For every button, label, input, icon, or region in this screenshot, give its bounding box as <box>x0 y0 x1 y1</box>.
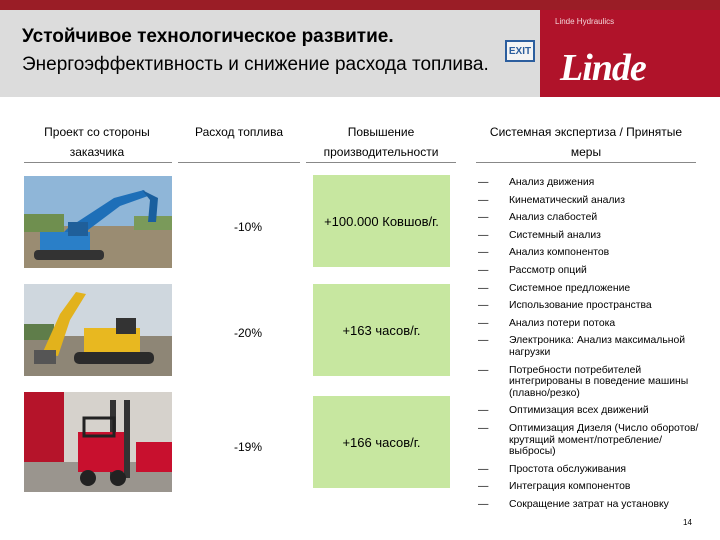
dash-marker: — <box>478 498 489 510</box>
fuel-value-row-2: -20% <box>233 326 262 340</box>
productivity-box-row-2 <box>313 284 450 376</box>
logo-wordmark: Linde <box>560 47 646 89</box>
list-item <box>478 481 708 493</box>
column-rule-fuel <box>178 162 300 163</box>
slide-title: Устойчивое технологическое развитие. <box>22 26 394 47</box>
list-item <box>478 230 708 242</box>
list-item <box>478 318 708 330</box>
list-item-text: Рассмотр опций <box>509 264 587 276</box>
dash-marker: — <box>478 282 489 294</box>
list-item <box>478 300 708 312</box>
list-item-text: Анализ движения <box>509 177 595 188</box>
productivity-box-row-1 <box>313 175 450 267</box>
column-header-project: Проект со стороны заказчика <box>44 125 150 159</box>
header-accent-bar <box>0 0 720 10</box>
forklift-red-image <box>24 392 172 492</box>
column-header-expertise: Системная экспертиза / Принятые меры <box>489 125 683 159</box>
excavator-blue-image <box>24 176 172 268</box>
page-number: 14 <box>683 518 692 527</box>
dash-marker: — <box>478 364 489 376</box>
list-item <box>478 335 708 358</box>
list-item <box>478 212 708 224</box>
column-header-productivity: Повышение производительности <box>323 125 439 159</box>
dash-marker: — <box>478 177 489 188</box>
list-item-text: Анализ компонентов <box>509 247 610 259</box>
dash-marker: — <box>478 300 489 312</box>
list-item <box>478 177 708 189</box>
productivity-box-row-3 <box>313 396 450 488</box>
list-item <box>478 405 708 417</box>
list-item <box>478 499 708 511</box>
exit-button[interactable]: EXIT <box>505 40 535 62</box>
header-banner <box>0 0 720 97</box>
list-item <box>478 423 708 458</box>
column-header-fuel: Расход топлива <box>194 125 284 139</box>
dash-marker: — <box>478 463 489 475</box>
dash-marker: — <box>478 229 489 241</box>
list-item-text: Анализ слабостей <box>509 212 598 224</box>
logo-subtitle: Linde Hydraulics <box>555 17 615 26</box>
slide-subtitle: Энергоэффективность и снижение расхода топлива. <box>22 54 489 75</box>
expertise-list <box>478 177 708 510</box>
list-item-text: Интеграция компонентов <box>509 481 631 493</box>
list-item-text: Электроника: Анализ максимальной нагрузки <box>509 335 686 358</box>
productivity-value-row-2: +163 часов/г. <box>342 322 421 338</box>
column-rule-expertise <box>476 162 696 163</box>
dash-marker: — <box>478 405 489 417</box>
column-rule-project <box>24 162 172 163</box>
list-item <box>478 247 708 259</box>
excavator-yellow-image <box>24 284 172 376</box>
dash-marker: — <box>478 335 489 347</box>
list-item-text: Использование пространства <box>509 300 652 312</box>
list-item-text: Оптимизация всех движений <box>509 405 649 417</box>
list-item <box>478 195 708 207</box>
list-item-text: Анализ потери потока <box>509 317 616 329</box>
dash-marker: — <box>478 212 489 224</box>
list-item-text: Сокращение затрат на установку <box>509 498 669 510</box>
dash-marker: — <box>478 481 489 493</box>
dash-marker: — <box>478 422 489 434</box>
list-item-text: Кинематический анализ <box>509 194 625 206</box>
productivity-value-row-3: +166 часов/г. <box>342 434 421 450</box>
list-item-text: Системный анализ <box>509 229 601 241</box>
list-item <box>478 265 708 277</box>
fuel-value-row-3: -19% <box>233 440 262 454</box>
productivity-value-row-1: +100.000 Ковшов/г. <box>324 213 439 229</box>
fuel-value-row-1: -10% <box>233 220 262 234</box>
dash-marker: — <box>478 264 489 276</box>
list-item-text: Потребности потребителей интегрированы в поведение машины (плавно/резко) <box>509 364 689 399</box>
list-item <box>478 283 708 295</box>
column-rule-productivity <box>306 162 456 163</box>
list-item <box>478 464 708 476</box>
list-item-text: Простота обслуживания <box>509 463 627 475</box>
dash-marker: — <box>478 317 489 329</box>
dash-marker: — <box>478 247 489 259</box>
list-item-text: Оптимизация Дизеля (Число оборотов/крутящий момент/потребление/выбросы) <box>509 422 699 458</box>
list-item-text: Системное предложение <box>509 282 631 294</box>
dash-marker: — <box>478 194 489 206</box>
list-item <box>478 365 708 400</box>
linde-logo <box>540 10 720 97</box>
